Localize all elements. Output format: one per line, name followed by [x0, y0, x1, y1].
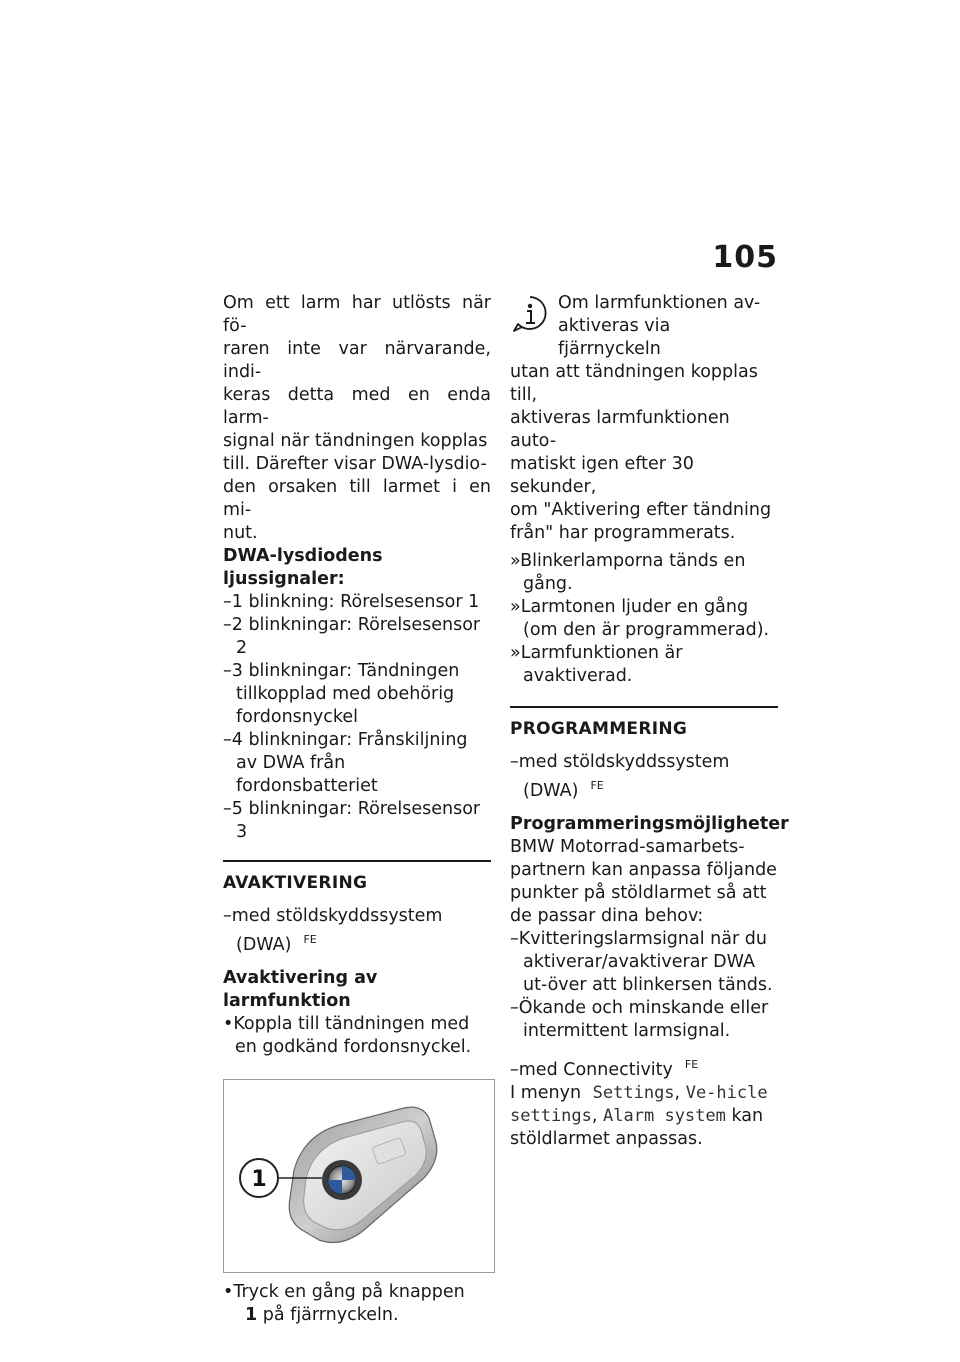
signal-item-5: –5 blinkningar: Rörelsesensor 3 — [223, 799, 481, 842]
right-column — [510, 292, 789, 1151]
signal-item-1: –1 blinkning: Rörelsesensor 1 — [223, 592, 480, 612]
button-ref: 1 — [245, 1304, 258, 1325]
alarm-intro: Om ett larm har utlösts när fö- raren inte var närvarande, indi- keras detta med en enda larm- signal när tändningen kopplas till. Därefter visar DWA-lysdio- den orsaken till larmet i en mi- nut. — [223, 293, 491, 543]
info-icon — [510, 294, 550, 334]
option-item-2: –Ökande och minskande eller intermittent larmsignal. — [510, 997, 769, 1041]
info-note: Om larmfunktionen av- aktiveras via fjärrnyckeln utan att tändningen kopplas till, aktiveras larmfunktionen auto- matiskt igen efter 30 sekunder, om "Aktivering efter tändning från" har programmerats. — [510, 293, 772, 543]
programming-subheading: Programmeringsmöjligheter — [510, 813, 789, 834]
option-item-1: –Kvitteringslarmsignal när du aktiverar/avaktiverar DWA ut-över att blinkersen tänds. — [510, 928, 773, 995]
figure-callout-1: 1 — [251, 1166, 267, 1192]
section-title-programming: PROGRAMMERING — [510, 719, 688, 739]
page-number: 105 — [712, 240, 778, 275]
menu-vehicle-settings: Ve-hicle settings — [510, 1082, 768, 1126]
fe-marker: FE — [303, 933, 317, 946]
programming-body: BMW Motorrad-samarbets- partnern kan anpassa följande punkter på stöldlarmet så att de passar dina behov: — [510, 836, 777, 926]
result-item-3: »Larmfunktionen är avaktiverad. — [510, 643, 683, 686]
menu-alarm-system: Alarm system — [603, 1105, 726, 1126]
step-ignition: •Koppla till tändningen med en godkänd fordonsnyckel. — [223, 1013, 472, 1057]
section-title-deactivation: AVAKTIVERING — [223, 873, 368, 893]
signals-heading: DWA-lysdiodens ljussignaler: — [223, 546, 383, 589]
fe-marker-3: FE — [684, 1057, 699, 1071]
result-item-1: »Blinkerlamporna tänds en gång. — [510, 551, 746, 594]
signal-item-4: –4 blinkningar: Frånskiljning av DWA från fordonsbatteriet — [223, 730, 468, 796]
menu-path-text: I menyn Settings, Ve-hicle settings, Alarm system kan stöldlarmet anpassas. — [510, 1082, 768, 1149]
left-column — [223, 292, 491, 1327]
fe-marker-2: FE — [590, 779, 604, 792]
section-programming — [510, 706, 778, 741]
remote-key-illustration — [224, 1080, 494, 1272]
section-deactivation — [223, 860, 491, 895]
signal-item-2: –2 blinkningar: Rörelsesensor 2 — [223, 615, 481, 658]
equipment-note-dwa-2: –med stöldskyddssystem (DWA) $^{FE}$ — [510, 752, 730, 801]
equipment-note-connectivity: –med Connectivity $^{FE}$ — [510, 1057, 699, 1080]
signal-item-3: –3 blinkningar: Tändningen tillkopplad med obehörig fordonsnyckel — [223, 661, 460, 727]
menu-settings: Settings — [592, 1082, 675, 1103]
result-item-2: »Larmtonen ljuder en gång (om den är programmerad). — [510, 597, 770, 640]
equipment-note-dwa: –med stöldskyddssystem (DWA) $^{FE}$ — [223, 906, 443, 955]
step-press-button: •Tryck en gång på knappen 1 på fjärrnyckeln. — [223, 1281, 465, 1325]
remote-key-figure — [223, 1079, 495, 1273]
deactivation-subheading: Avaktivering av larmfunktion — [223, 967, 378, 1011]
